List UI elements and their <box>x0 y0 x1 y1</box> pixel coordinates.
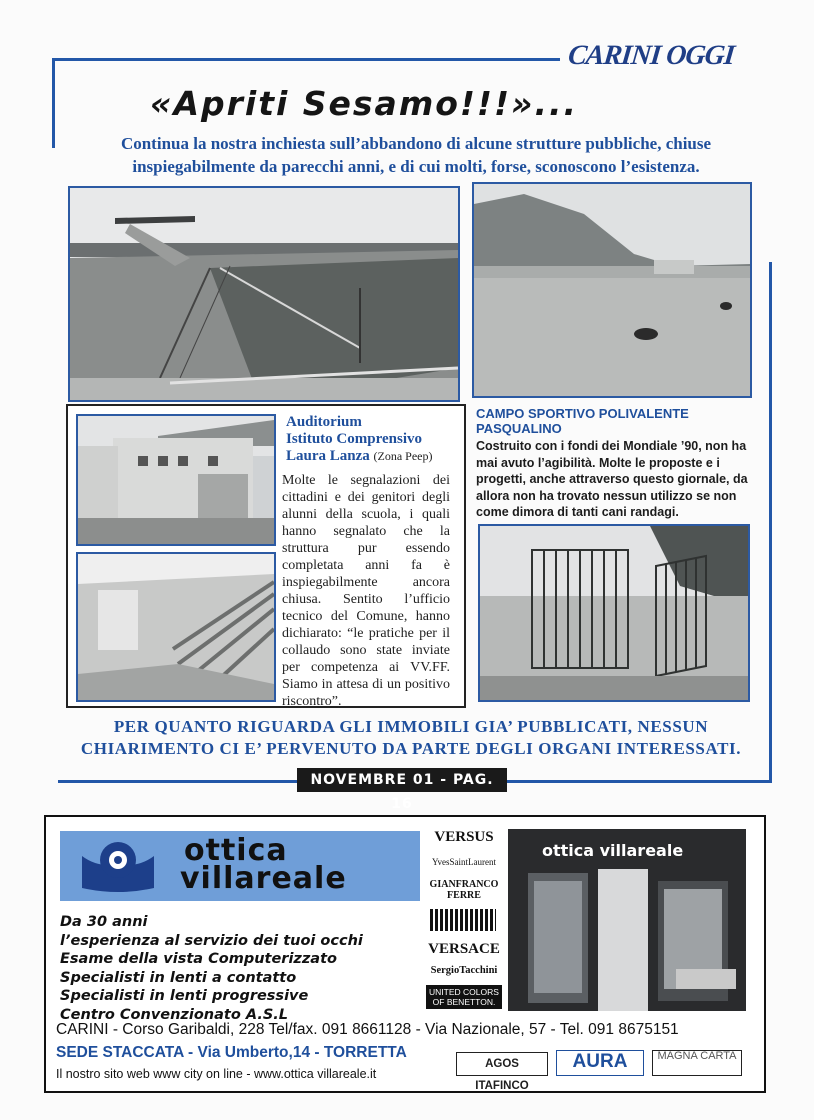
frame-top-line <box>52 58 560 61</box>
service-item: Specialisti in lenti progressive <box>60 988 309 1004</box>
auditorium-body: Molte le segnalazioni dei cittadini e dei genitori degli alunni della scuola, i quali hanno segnalato che la struttura pur essendo completata anni fa è inspiegabilmente ancora chiusa. Sentito l’ufficio tecnico del Comune, hanno dichiarato: “le pratiche per il collaudo sono state inviate per competenza ai VV.FF. Siamo in attesa di un positivo riscontro”. <box>282 473 450 709</box>
auditorium-title-line1: Auditorium <box>286 414 362 430</box>
issue-page-tag: NOVEMBRE 01 - PAG. 16 <box>297 768 507 792</box>
service-item: Centro Convenzionato A.S.L <box>60 1006 289 1023</box>
shop-sign: ottica villareale <box>542 841 684 860</box>
chip-magna-carta: MAGNA CARTA <box>652 1050 742 1076</box>
campo-body: Costruito con i fondi dei Mondiale ’90, non ha mai avuto l’agibilità. Molte le proposte e i progetti, anche attraverso questo giornale, da allora non ha trovato nessun utilizzo se non come dimora di tanti cani randagi. <box>476 439 748 519</box>
logo-line1: ottica <box>184 833 288 868</box>
masthead: CARINI OGGI <box>566 40 736 71</box>
ottica-logo-panel <box>60 831 420 901</box>
brand-sergio-tacchini: SergioTacchini <box>430 965 498 976</box>
website-line: Il nostro sito web www city on line - www.ottica villareale.it <box>56 1067 377 1081</box>
chip-aura: AURA <box>556 1050 644 1076</box>
brand-barcode-logo <box>430 909 496 931</box>
brand-versace: VERSACE <box>428 941 500 957</box>
campo-title <box>476 406 756 436</box>
services-list <box>60 913 410 1024</box>
photo-stadium-field <box>68 186 460 402</box>
auditorium-title-line2: Istituto Comprensivo <box>286 431 422 447</box>
photo-auditorium-interior <box>76 552 276 702</box>
photo-auditorium-exterior <box>76 414 276 546</box>
brand-benetton: UNITED COLORS OF BENETTON. <box>426 985 502 1009</box>
address-branch: SEDE STACCATA - Via Umberto,14 - TORRETTA <box>56 1044 407 1061</box>
headline: «Apriti Sesamo!!!»... <box>150 84 579 123</box>
brand-ferre: GIANFRANCO FERRE <box>429 879 499 901</box>
photo-gate <box>478 524 750 702</box>
address-main: CARINI - Corso Garibaldi, 228 Tel/fax. 091 8661128 - Via Nazionale, 57 - Tel. 091 8675151 <box>56 1021 679 1038</box>
logo-line2: villareale <box>180 861 347 896</box>
closing-statement: PER QUANTO RIGUARDA GLI IMMOBILI GIA’ PUBBLICATI, NESSUN CHIARIMENTO CI E’ PERVENUTO DA PARTE DEGLI ORGANI INTERESSATI. <box>80 717 742 758</box>
eye-logo-icon <box>78 838 158 894</box>
chip-agos-itafinco: AGOS ITAFINCO <box>456 1052 548 1076</box>
frame-right-line <box>769 262 772 782</box>
photo-sports-field-dogs <box>472 182 752 398</box>
auditorium-title <box>286 414 456 465</box>
campo-title-line2: PASQUALINO <box>476 421 562 436</box>
service-item: Esame della vista Computerizzato <box>60 951 337 967</box>
brand-ysl: YvesSaintLaurent <box>431 857 497 867</box>
service-item: l’esperienza al servizio dei tuoi occhi <box>60 932 363 949</box>
service-item: Da 30 anni <box>60 914 148 930</box>
photo-shop-front <box>508 829 746 1011</box>
auditorium-title-line3 <box>286 448 456 465</box>
auditorium-title-name: Laura Lanza <box>286 448 370 464</box>
ottica-logo-text <box>180 833 347 896</box>
auditorium-zone: (Zona Peep) <box>373 449 433 463</box>
service-item: Specialisti in lenti a contatto <box>60 969 297 986</box>
advertisement-ottica-villareale <box>44 815 766 1093</box>
intro-paragraph: Continua la nostra inchiesta sull’abbandono di alcune strutture pubbliche, chiuse inspiegabilmente da parecchi anni, e di cui molti, forse, sconoscono l’esistenza. <box>120 134 712 176</box>
frame-left-line <box>52 58 55 148</box>
campo-title-line1: CAMPO SPORTIVO POLIVALENTE <box>476 406 689 421</box>
brand-versus: VERSUS <box>434 829 494 845</box>
